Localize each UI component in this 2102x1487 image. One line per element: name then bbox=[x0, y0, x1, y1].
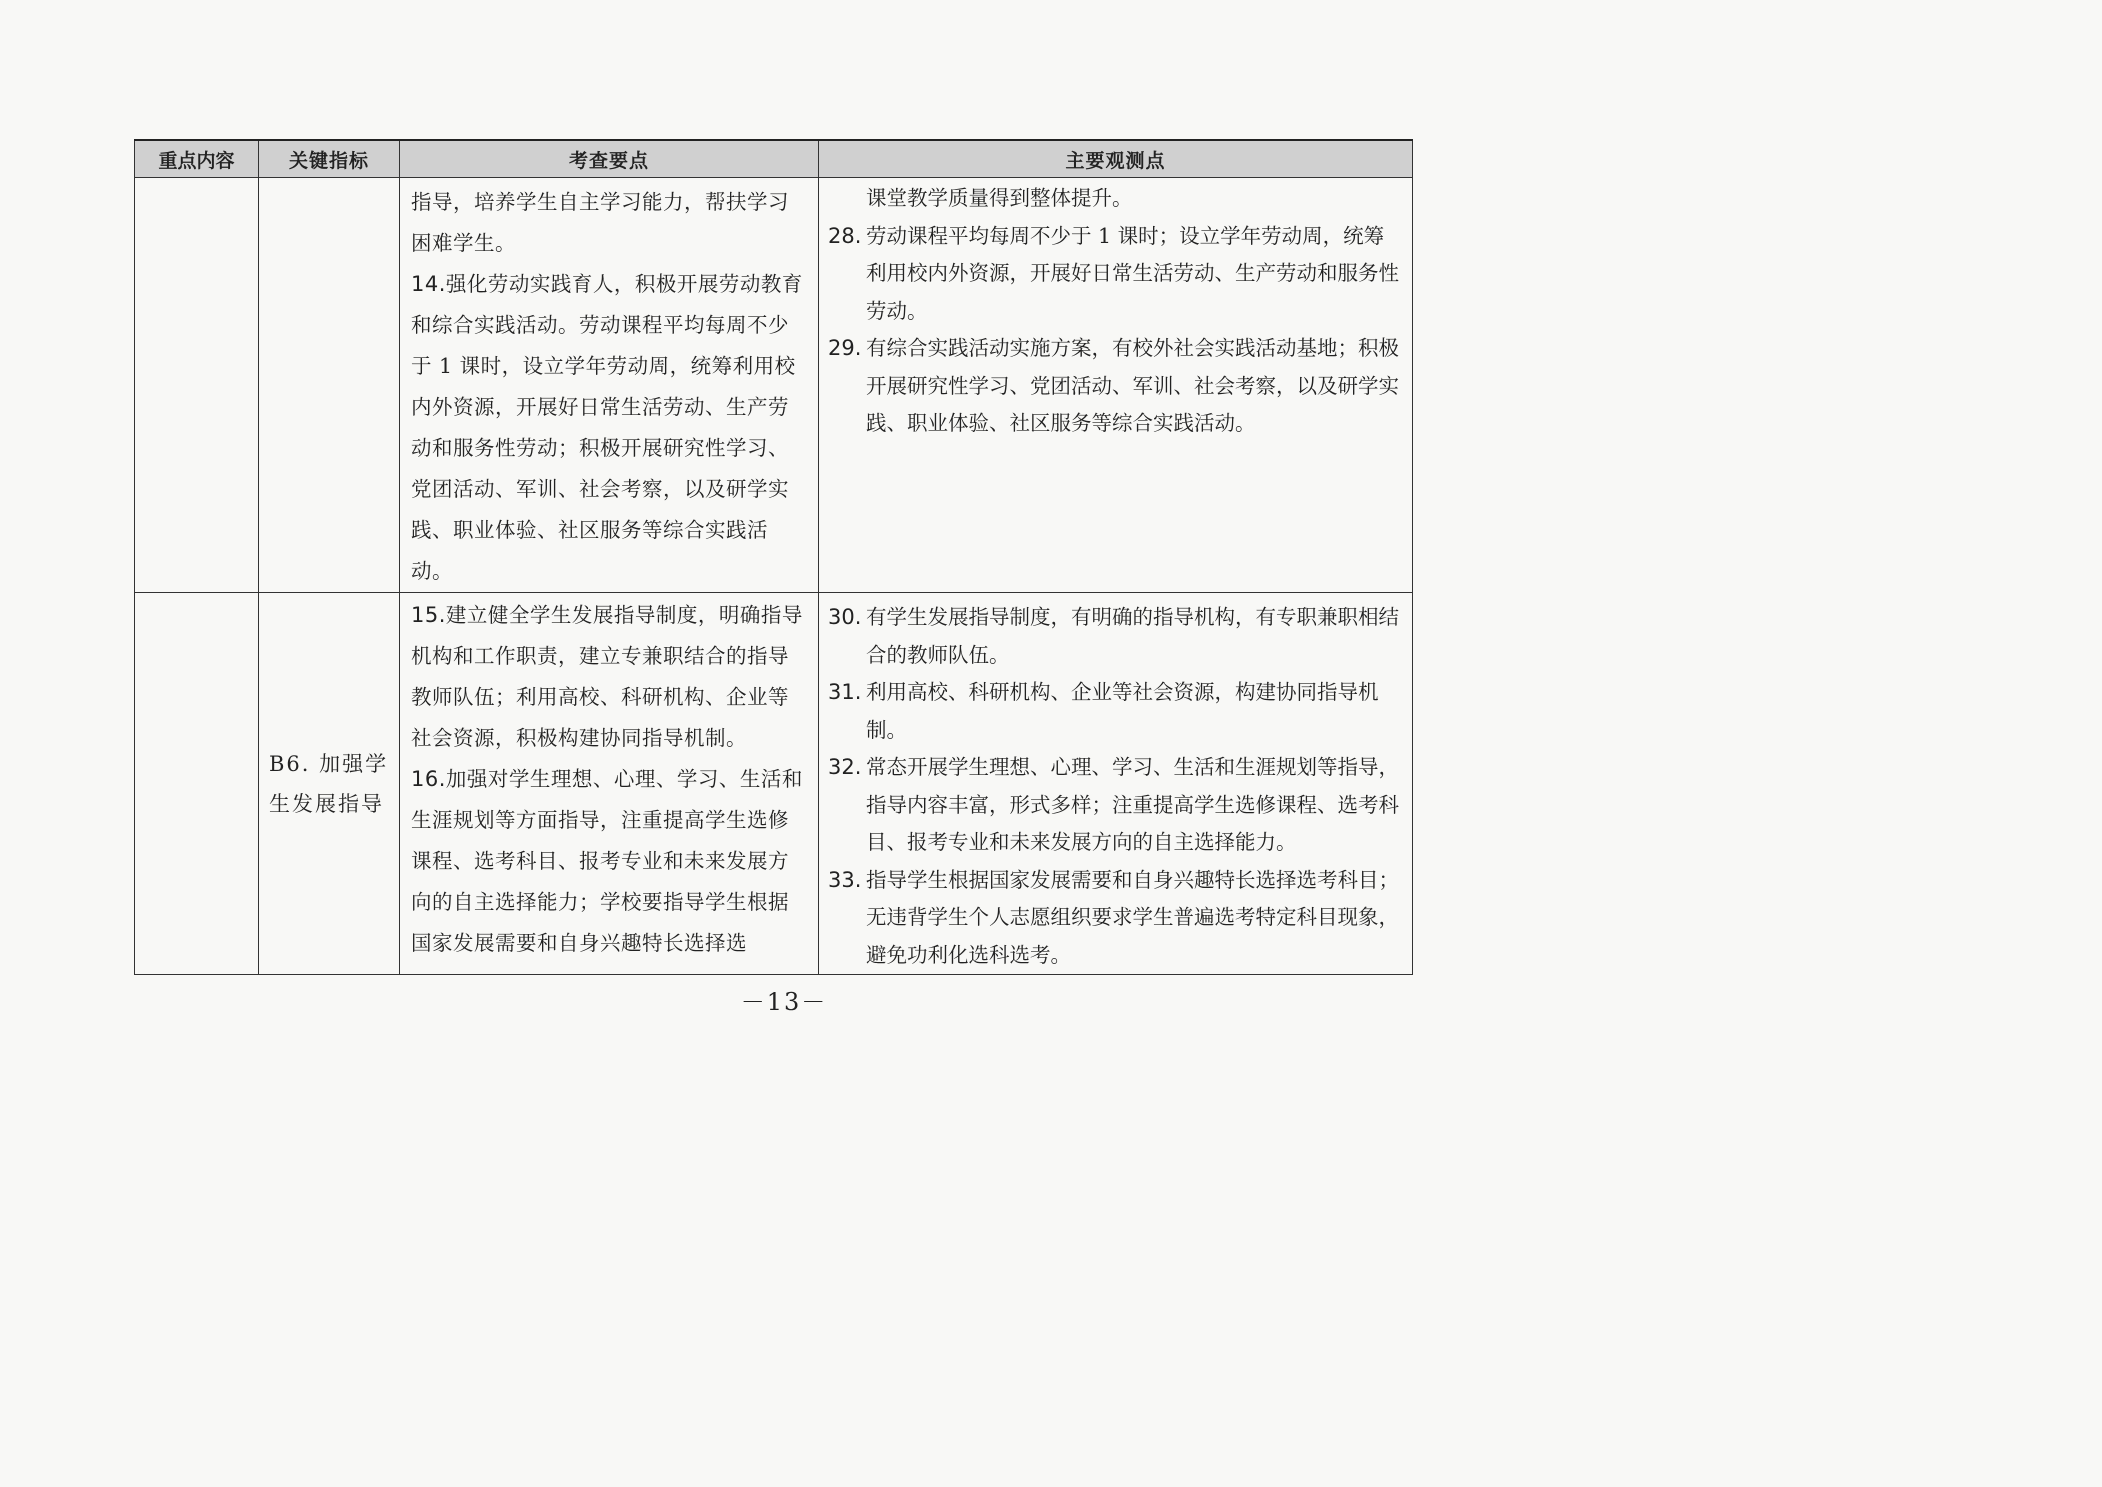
point-item: 指导，培养学生自主学习能力，帮扶学习困难学生。 bbox=[411, 190, 789, 255]
key-indicator-cell: B6. 加强学生发展指导 bbox=[259, 593, 400, 975]
point-item: 15.建立健全学生发展指导制度，明确指导机构和工作职责，建立专兼职结合的指导教师队伍；利用高校、科研机构、企业等社会资源，积极构建协同指导机制。 bbox=[411, 603, 803, 750]
points-cell bbox=[400, 178, 819, 593]
evaluation-table bbox=[134, 139, 1413, 975]
focus-cell bbox=[135, 593, 259, 975]
point-item: 16.加强对学生理想、心理、学习、生活和生涯规划等方面指导，注重提高学生选修课程、选考科目、报考专业和未来发展方向的自主选择能力；学校要指导学生根据国家发展需要和自身兴趣特长选择选 bbox=[411, 767, 803, 955]
observations-cell bbox=[819, 593, 1413, 975]
observation-item: 课堂教学质量得到整体提升。 bbox=[866, 186, 1133, 210]
focus-cell bbox=[135, 178, 259, 593]
key-indicator-cell bbox=[259, 178, 400, 593]
observations-cell bbox=[819, 178, 1413, 593]
table-header-row bbox=[135, 140, 1413, 178]
header-observations: 主要观测点 bbox=[819, 140, 1413, 178]
header-focus: 重点内容 bbox=[135, 140, 259, 178]
header-key-indicator: 关键指标 bbox=[259, 140, 400, 178]
points-cell bbox=[400, 593, 819, 975]
observation-item: 31. 利用高校、科研机构、企业等社会资源，构建协同指导机制。 bbox=[828, 680, 1379, 742]
table-row bbox=[135, 593, 1413, 975]
observation-item: 30. 有学生发展指导制度，有明确的指导机构，有专职兼职相结合的教师队伍。 bbox=[828, 605, 1399, 667]
header-points: 考查要点 bbox=[400, 140, 819, 178]
observation-item: 32. 常态开展学生理想、心理、学习、生活和生涯规划等指导，指导内容丰富，形式多样；注重提高学生选修课程、选考科目、报考专业和未来发展方向的自主选择能力。 bbox=[828, 755, 1399, 854]
observation-item: 33. 指导学生根据国家发展需要和自身兴趣特长选择选考科目；无违背学生个人志愿组织要求学生普遍选考特定科目现象，避免功利化选科选考。 bbox=[828, 867, 1399, 967]
page-number: －13－ bbox=[740, 988, 828, 1016]
observation-item: 29. 有综合实践活动实施方案，有校外社会实践活动基地；积极开展研究性学习、党团活动、军训、社会考察，以及研学实践、职业体验、社区服务等综合实践活动。 bbox=[828, 336, 1399, 435]
observation-item: 28. 劳动课程平均每周不少于 1 课时；设立学年劳动周，统筹利用校内外资源，开展好日常生活劳动、生产劳动和服务性劳动。 bbox=[828, 223, 1399, 323]
table-row bbox=[135, 178, 1413, 593]
point-item: 14.强化劳动实践育人，积极开展劳动教育和综合实践活动。劳动课程平均每周不少于 1 课时，设立学年劳动周，统筹利用校内外资源，开展好日常生活劳动、生产劳动和服务性劳动；积极开展研究性学习、党团活动、军训、社会考察，以及研学实践、职业体验、社区服务等综合实践活动。 bbox=[411, 272, 803, 583]
